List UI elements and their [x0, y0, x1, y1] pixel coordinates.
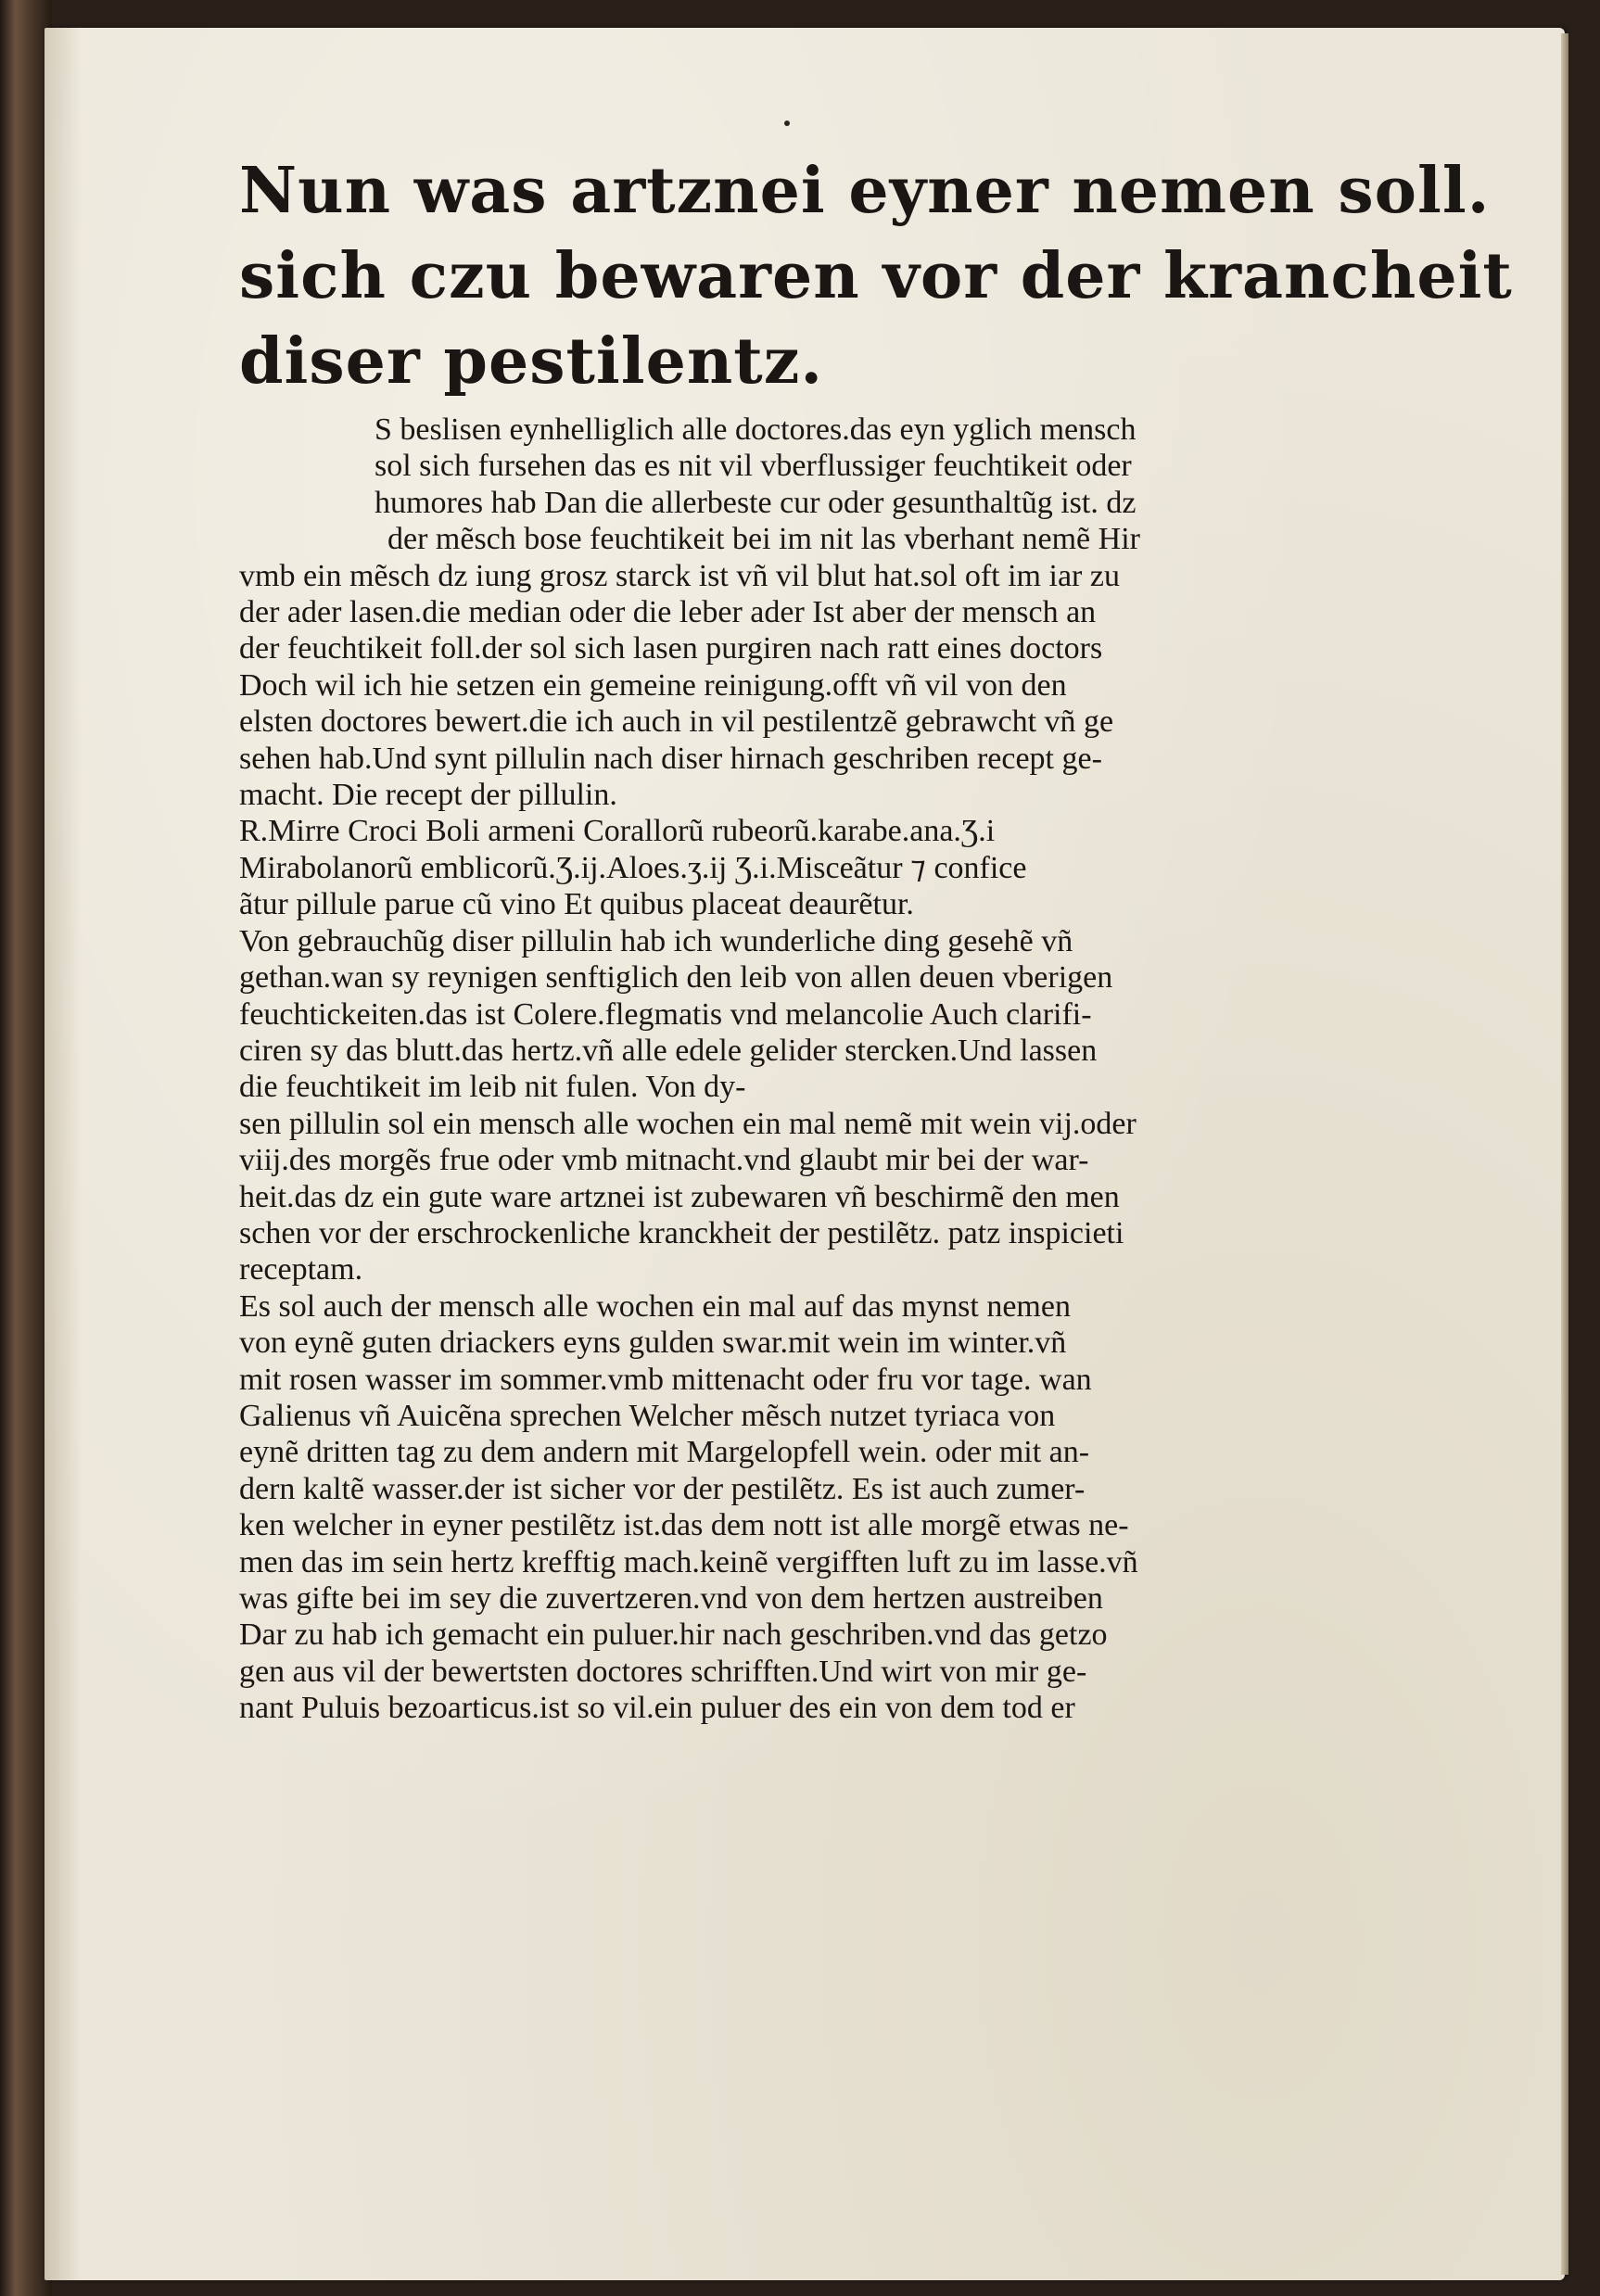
text-line: die feuchtikeit im leib nit fulen. Von dy-: [239, 1070, 746, 1105]
text-line: viij.des morgẽs frue oder vmb mitnacht.vnd glaubt mir bei der war-: [239, 1143, 1089, 1178]
text-line: schen vor der erschrockenliche kranckheit der pestilẽtz. patz inspicieti: [239, 1215, 1124, 1250]
text-line: Mirabolanorũ emblicorũ.Ʒ.ij.Aloes.ʒ.ij Ʒ.i.Misceãtur ⁊ confice: [239, 850, 1027, 885]
heading-line: diser pestilentz.: [239, 324, 823, 399]
text-line: der feuchtikeit foll.der sol sich lasen purgiren nach ratt eines doctors: [239, 631, 1103, 666]
text-line: Dar zu hab ich gemacht ein puluer.hir nach geschriben.vnd das getzo: [239, 1617, 1108, 1653]
page-text: [239, 148, 1513, 1727]
text-line: Galienus vñ Auicẽna sprechen Welcher mẽsch nutzet tyriaca von: [239, 1398, 1056, 1433]
text-line: ken welcher in eyner pestilẽtz ist.das dem nott ist alle morgẽ etwas ne-: [239, 1508, 1129, 1543]
text-line: Es sol auch der mensch alle wochen ein mal auf das mynst nemen: [239, 1288, 1071, 1324]
text-line: dern kaltẽ wasser.der ist sicher vor der pestilẽtz. Es ist auch zumer-: [239, 1471, 1086, 1506]
text-line: gethan.wan sy reynigen senftiglich den leib von allen deuen vberigen: [239, 960, 1113, 996]
text-line: sehen hab.Und synt pillulin nach diser hirnach geschriben recept ge-: [239, 741, 1102, 776]
text-line: humores hab Dan die allerbeste cur oder gesunthaltũg ist. dz: [375, 485, 1137, 520]
text-line: von eynẽ guten driackers eyns gulden swar.mit wein im winter.vñ: [239, 1326, 1067, 1361]
text-line: S beslisen eynhelliglich alle doctores.das eyn yglich mensch: [375, 412, 1137, 447]
text-line: eynẽ dritten tag zu dem andern mit Margelopfell wein. oder mit an-: [239, 1435, 1090, 1470]
text-line: men das im sein hertz krefftig mach.keinẽ vergifften luft zu im lasse.vñ: [239, 1544, 1138, 1579]
chapter-heading: [239, 148, 1513, 404]
body-text: [239, 412, 1352, 1727]
heading-line: Nun was artznei eyner nemen soll.: [239, 154, 1491, 228]
text-line: der mẽsch bose feuchtikeit bei im nit las vberhant nemẽ Hir: [387, 522, 1140, 557]
text-line: mit rosen wasser im sommer.vmb mittenacht oder fru vor tage. wan: [239, 1362, 1092, 1397]
text-line: elsten doctores bewert.die ich auch in vil pestilentzẽ gebrawcht vñ ge: [239, 704, 1114, 740]
text-line: ciren sy das blutt.das hertz.vñ alle edele gelider stercken.Und lassen: [239, 1033, 1098, 1068]
text-line: gen aus vil der bewertsten doctores schrifften.Und wirt von mir ge-: [239, 1654, 1087, 1689]
text-line: Von gebrauchũg diser pillulin hab ich wunderliche ding gesehẽ vñ: [239, 923, 1073, 958]
text-line: was gifte bei im sey die zuvertzeren.vnd von dem hertzen austreiben: [239, 1581, 1103, 1616]
text-line: Doch wil ich hie setzen ein gemeine reinigung.offt vñ vil von den: [239, 667, 1067, 703]
text-line: nant Puluis bezoarticus.ist so vil.ein puluer des ein von dem tod er: [239, 1691, 1075, 1726]
heading-line: sich czu bewaren vor der krancheit: [239, 239, 1513, 313]
text-line: der ader lasen.die median oder die leber ader Ist aber der mensch an: [239, 595, 1097, 630]
text-line: sen pillulin sol ein mensch alle wochen ein mal nemẽ mit wein vij.oder: [239, 1106, 1137, 1141]
text-line: R.Mirre Croci Boli armeni Corallorũ rubeorũ.karabe.ana.Ʒ.i: [239, 814, 996, 849]
text-line: macht. Die recept der pillulin.: [239, 778, 617, 813]
text-line: receptam.: [239, 1252, 363, 1288]
text-line: ãtur pillule parue cũ vino Et quibus placeat deaurẽtur.: [239, 887, 914, 922]
ink-dot: [784, 121, 790, 126]
text-line: vmb ein mẽsch dz iung grosz starck ist vñ vil blut hat.sol oft im iar zu: [239, 558, 1120, 593]
text-line: feuchtickeiten.das ist Colere.flegmatis vnd melancolie Auch clarifi-: [239, 996, 1092, 1032]
page-edge: [1561, 33, 1568, 2275]
text-line: heit.das dz ein gute ware artznei ist zubewaren vñ beschirmẽ den men: [239, 1179, 1120, 1214]
text-line: sol sich fursehen das es nit vil vberflussiger feuchtikeit oder: [375, 449, 1132, 484]
